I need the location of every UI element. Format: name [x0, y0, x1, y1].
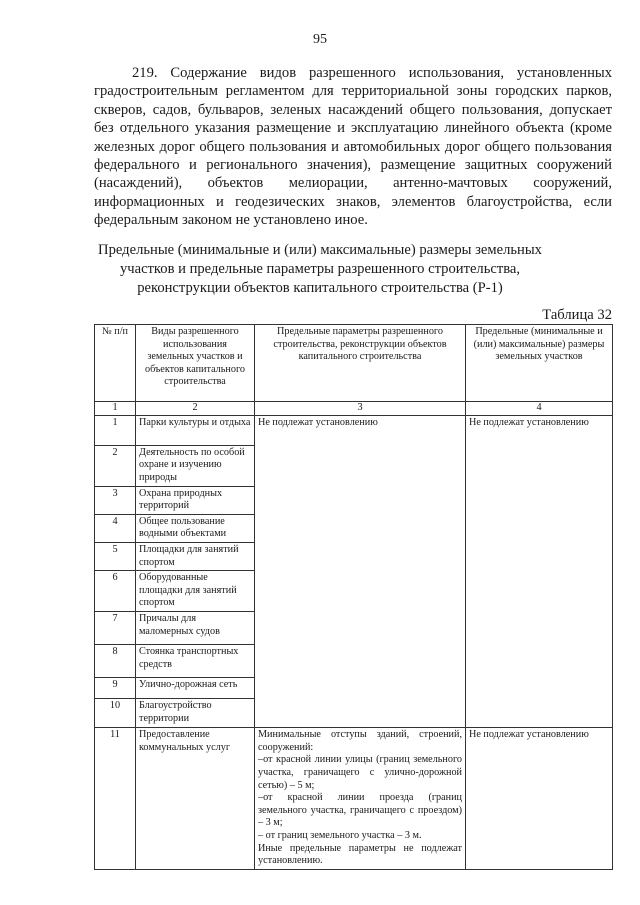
- row-number: 1: [95, 415, 136, 445]
- column-number: 3: [255, 402, 466, 416]
- use-type: Парки культуры и отдыха: [136, 415, 255, 445]
- use-type: Благоустройство территории: [136, 699, 255, 728]
- header-use-type: Виды разрешенного использования земельных участков и объектов капитального строительства: [136, 325, 255, 402]
- section-heading: Предельные (минимальные и (или) максимальные) размеры земельных участков и предельные параметры разрешенного строительства, реконструкции объектов капитального строительства (Р-1): [98, 242, 542, 296]
- use-type: Общее пользование водными объектами: [136, 514, 255, 542]
- column-number: 4: [466, 402, 613, 416]
- use-type: Охрана природных территорий: [136, 486, 255, 514]
- clause-219-paragraph: 219. Содержание видов разрешенного использования, установленных градостроительным регламентом для территориальной зоны городских парков, скверов, садов, бульваров, зеленых насаждений общего пользования, допускает без отдельного указания размещение и эксплуатацию линейного объекта (кроме железных дорог общего пользования и автомобильных дорог общего пользования федерального и регионального значения), размещение защитных сооружений (насаждений), объектов мелиорации, антенно-мачтовых сооружений, информационных и геодезических знаков, элементов благоустройства, если федеральным законом не установлено иное.: [94, 65, 612, 229]
- table-caption: Таблица 32: [542, 307, 612, 323]
- table-header-row: [95, 325, 613, 402]
- header-plot-sizes: Предельные (минимальные и (или) максимальные) размеры земельных участков: [466, 325, 613, 402]
- table-row: [95, 415, 613, 445]
- param-line: –от красной линии улицы (границ земельного участка, граничащего с улично-дорожной сетью) – 5 м;: [258, 754, 462, 791]
- row-number: 10: [95, 699, 136, 728]
- header-build-params: Предельные параметры разрешенного строительства, реконструкции объектов капитального строительства: [255, 325, 466, 402]
- row-number: 11: [95, 728, 136, 870]
- use-type: Площадки для занятий спортом: [136, 542, 255, 570]
- use-type: Предоставление коммунальных услуг: [136, 728, 255, 870]
- zoning-parameters-table: [94, 324, 613, 870]
- build-params-cell: Не подлежат установлению: [255, 415, 466, 728]
- build-params-cell: [255, 728, 466, 870]
- row-number: 9: [95, 678, 136, 699]
- row-number: 2: [95, 445, 136, 486]
- plot-sizes-cell: Не подлежат установлению: [466, 728, 613, 870]
- row-number: 5: [95, 542, 136, 570]
- row-number: 3: [95, 486, 136, 514]
- header-number: № п/п: [95, 325, 136, 402]
- row-number: 7: [95, 612, 136, 645]
- use-type: Причалы для маломерных судов: [136, 612, 255, 645]
- param-line: –от красной линии проезда (границ земельного участка, граничащего с проездом) – 3 м;: [258, 792, 462, 829]
- use-type: Деятельность по особой охране и изучению природы: [136, 445, 255, 486]
- use-type: Стоянка транспортных средств: [136, 645, 255, 678]
- column-number: 2: [136, 402, 255, 416]
- row-number: 4: [95, 514, 136, 542]
- row-number: 6: [95, 571, 136, 612]
- param-line: – от границ земельного участка – 3 м.: [258, 829, 422, 841]
- use-type: Улично-дорожная сеть: [136, 678, 255, 699]
- column-number-row: [95, 402, 613, 416]
- page-number: 95: [313, 32, 327, 47]
- param-line: Иные предельные параметры не подлежат установлению.: [258, 842, 462, 867]
- column-number: 1: [95, 402, 136, 416]
- param-line: Минимальные отступы зданий, строений, сооружений:: [258, 729, 462, 753]
- row-number: 8: [95, 645, 136, 678]
- plot-sizes-cell: Не подлежат установлению: [466, 415, 613, 728]
- table-row: [95, 728, 613, 870]
- use-type: Оборудованные площадки для занятий спортом: [136, 571, 255, 612]
